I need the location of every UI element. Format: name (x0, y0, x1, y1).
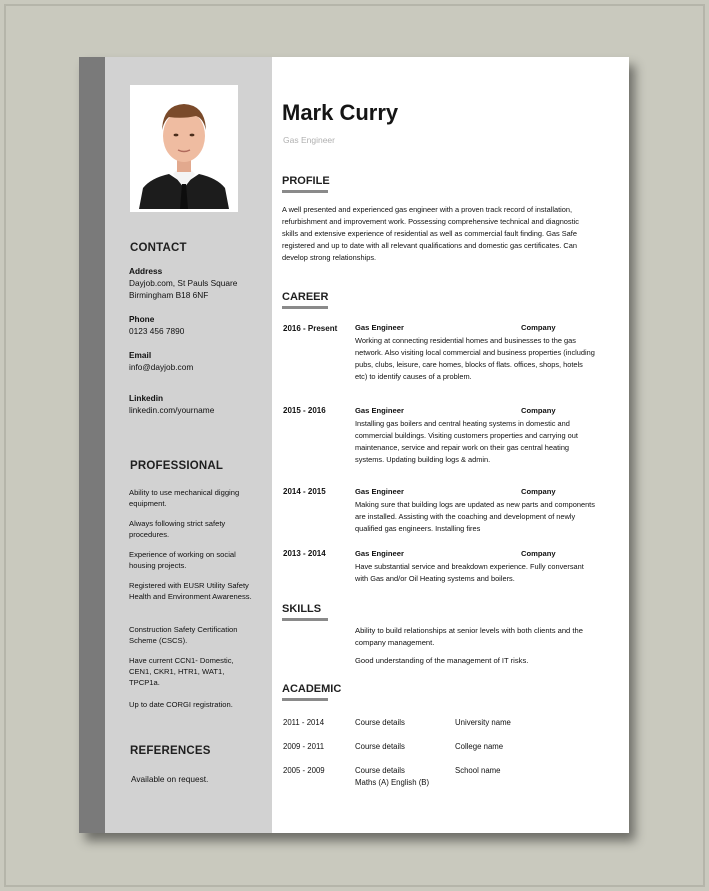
person-photo-icon (133, 88, 235, 209)
phone-block (129, 313, 184, 337)
academic-place: School name (455, 766, 501, 775)
academic-dates: 2011 - 2014 (283, 718, 325, 727)
email-block (129, 349, 193, 373)
career-description: Installing gas boilers and central heating systems in domestic and commercial buildings. Visiting customers properties and carrying out maintenance, service and repair work on their gas central heating systems. Updating building logs & admin. (355, 419, 578, 464)
professional-item: Always following strict safety procedures. (129, 519, 226, 540)
career-heading: CAREER (282, 291, 329, 303)
linkedin-block (129, 392, 214, 416)
professional-item: Construction Safety Certification Scheme (CSCS). (129, 625, 238, 646)
profile-heading: PROFILE (282, 175, 330, 187)
academic-course: Course details (355, 742, 405, 751)
professional-item: Registered with EUSR Utility Safety Health and Environment Awareness. (129, 581, 252, 602)
academic-place: College name (455, 742, 504, 751)
phone-label: Phone (129, 314, 155, 324)
profile-underline (282, 190, 328, 193)
email-value: info@dayjob.com (129, 362, 194, 372)
academic-dates: 2009 - 2011 (283, 742, 325, 751)
career-dates: 2013 - 2014 (283, 549, 326, 558)
references-text: Available on request. (131, 774, 209, 784)
skill-item: Ability to build relationships at senior levels with both clients and the company management. (355, 626, 583, 647)
professional-item: Ability to use mechanical digging equipment. (129, 488, 240, 509)
career-job-title: Gas Engineer (355, 406, 404, 415)
skill-item: Good understanding of the management of IT risks. (355, 656, 529, 665)
academic-extra: Maths (A) English (B) (355, 778, 430, 787)
skills-heading: SKILLS (282, 603, 322, 615)
professional-heading: PROFESSIONAL (130, 460, 224, 472)
career-company: Company (521, 323, 556, 332)
person-name: Mark Curry (282, 100, 399, 125)
academic-underline (282, 698, 328, 701)
career-company: Company (521, 487, 556, 496)
address-line-2: Birmingham B18 6NF (129, 290, 209, 300)
career-company: Company (521, 549, 556, 558)
academic-course: Course details (355, 766, 405, 775)
address-line-1: Dayjob.com, St Pauls Square (129, 278, 238, 288)
career-job-title: Gas Engineer (355, 323, 404, 332)
career-dates: 2015 - 2016 (283, 406, 326, 415)
references-heading: REFERENCES (130, 745, 211, 757)
contact-heading: CONTACT (130, 242, 187, 254)
career-underline (282, 306, 328, 309)
career-company: Company (521, 406, 556, 415)
skills-underline (282, 618, 328, 621)
profile-photo (130, 85, 238, 212)
left-stripe (79, 57, 105, 833)
phone-value: 0123 456 7890 (129, 326, 185, 336)
professional-item: Experience of working on social housing projects. (129, 550, 236, 571)
career-dates: 2014 - 2015 (283, 487, 326, 496)
career-description: Working at connecting residential homes and businesses to the gas network. Also visiting local commercial and business properties (including pubs, clubs, leisure, care homes, blocks of flats. offices, shops, hotels etc) to identify causes of a problem. (355, 336, 595, 381)
linkedin-label: Linkedin (129, 393, 164, 403)
academic-heading: ACADEMIC (282, 683, 342, 695)
career-dates: 2016 - Present (283, 324, 338, 333)
academic-course: Course details (355, 718, 405, 727)
job-title: Gas Engineer (283, 135, 335, 145)
profile-text: A well presented and experienced gas engineer with a proven track record of installation, refurbishment and improvement work. Possessing comprehensive technical and diagnostic skills and extensive experience of residential as well as commercial fault finding. Gas Safe registered and up to date with all relevant qualifications and domestic gas certificates. Can develop strong relationships. (282, 205, 580, 262)
professional-item: Have current CCN1- Domestic, CEN1, CKR1, HTR1, WAT1, TPCP1a. (129, 656, 234, 688)
linkedin-value: linkedin.com/yourname (129, 405, 215, 415)
sidebar (105, 57, 272, 833)
main-content (272, 57, 629, 833)
academic-place: University name (455, 718, 511, 727)
career-description: Making sure that building logs are updated as new parts and components are installed. Assisting with the coaching and development of newly qualified gas engineers. Installing fires (355, 500, 595, 533)
career-description: Have substantial service and breakdown experience. Fully conversant with Gas and/or Oil Heating systems and boilers. (355, 562, 584, 583)
address-block (129, 265, 237, 301)
email-label: Email (129, 350, 152, 360)
academic-dates: 2005 - 2009 (283, 766, 325, 775)
professional-item: Up to date CORGI registration. (129, 700, 233, 709)
career-job-title: Gas Engineer (355, 549, 404, 558)
address-label: Address (129, 266, 163, 276)
career-job-title: Gas Engineer (355, 487, 404, 496)
cv-page (79, 57, 629, 833)
